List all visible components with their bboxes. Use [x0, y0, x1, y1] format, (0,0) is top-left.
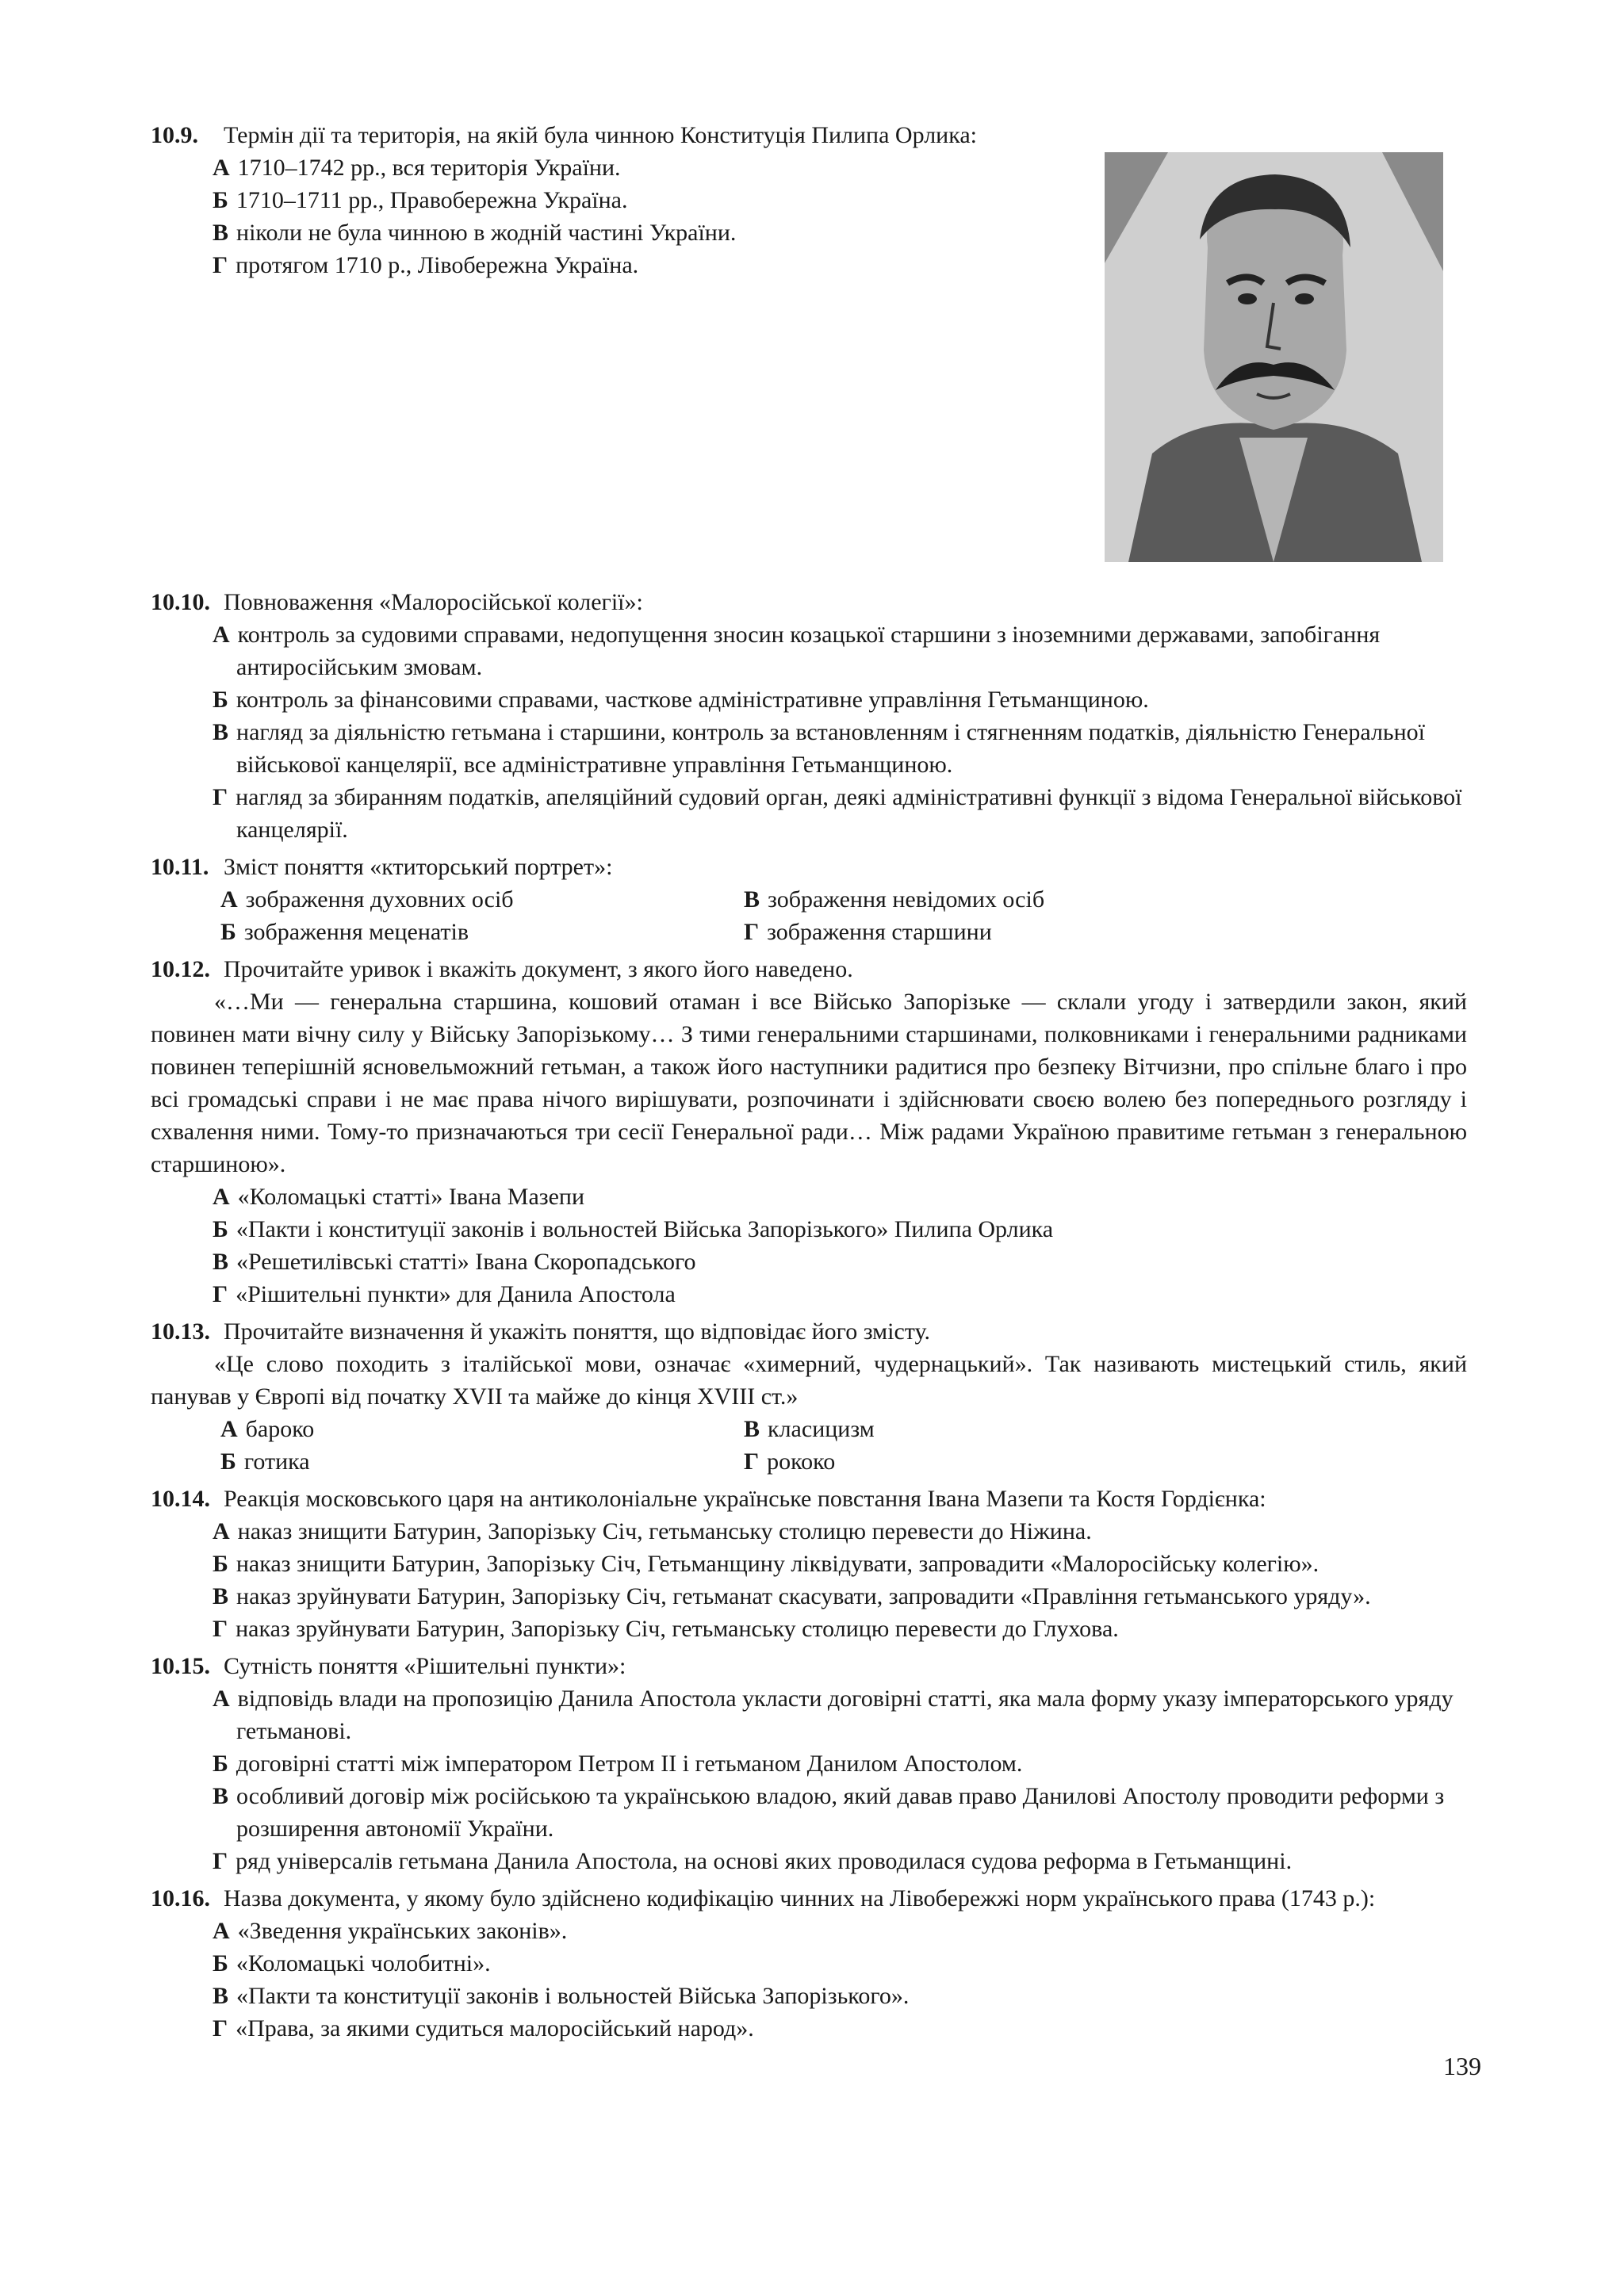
option-text: бароко	[245, 1416, 315, 1442]
question-10-15	[151, 1650, 1467, 1877]
answer-option[interactable]	[151, 781, 1467, 846]
option-text: зображення невідомих осіб	[768, 886, 1045, 913]
answer-option[interactable]	[151, 249, 1063, 281]
question-number: 10.9.	[151, 122, 198, 148]
option-text: «Коломацькі статті» Івана Мазепи	[237, 1184, 585, 1210]
question-number: 10.10.	[151, 589, 210, 615]
question-10-10	[151, 586, 1467, 846]
question-number: 10.15.	[151, 1653, 210, 1679]
question-text: Реакція московського царя на антиколоніальне українське повстання Івана Мазепи та Костя Гордієнка:	[224, 1486, 1266, 1512]
answer-option[interactable]	[151, 1515, 1467, 1548]
answer-option[interactable]	[151, 1181, 1467, 1213]
question-number: 10.11.	[151, 854, 209, 880]
answer-option[interactable]	[151, 1548, 1467, 1580]
question-10-9	[151, 119, 1063, 281]
option-text: ніколи не була чинною в жодній частині України.	[236, 220, 737, 246]
option-text: «Коломацькі чолобитні».	[236, 1950, 491, 1976]
option-text: договірні статті між імператором Петром II і гетьманом Данилом Апостолом.	[236, 1751, 1023, 1777]
answer-option[interactable]	[151, 716, 1467, 781]
question-number: 10.12.	[151, 956, 210, 982]
option-text: контроль за фінансовими справами, часткове адміністративне управління Гетьманщиною.	[236, 687, 1149, 713]
option-text: наказ зруйнувати Батурин, Запорізьку Січ, гетьманську столицю перевести до Глухова.	[236, 1616, 1119, 1642]
option-text: «Зведення українських законів».	[237, 1918, 568, 1944]
question-number: 10.13.	[151, 1318, 210, 1345]
option-letter: Г	[744, 1448, 760, 1475]
answer-option[interactable]	[151, 1278, 1467, 1311]
answer-option[interactable]	[744, 1413, 1267, 1445]
question-10-11	[151, 851, 1467, 948]
option-text: готика	[243, 1448, 310, 1475]
option-letter: А	[220, 1416, 238, 1442]
question-text: Зміст поняття «ктиторський портрет»:	[224, 854, 613, 880]
option-letter: В	[213, 1583, 229, 1609]
option-letter: Г	[213, 784, 228, 810]
option-text: нагляд за збиранням податків, апеляційний судовий орган, деякі адміністративні функції з відома Генеральної військової канцелярії.	[236, 784, 1462, 843]
answer-option[interactable]	[151, 683, 1467, 716]
option-text: зображення духовних осіб	[245, 886, 514, 913]
answer-option[interactable]	[220, 883, 744, 916]
option-letter: Г	[213, 252, 228, 278]
answer-option[interactable]	[151, 1915, 1467, 1947]
option-letter: В	[213, 1983, 229, 2009]
option-letter: Б	[213, 1551, 228, 1577]
question-text: Повноваження «Малоросійської колегії»:	[224, 589, 643, 615]
option-letter: Б	[213, 1216, 228, 1242]
option-letter: А	[213, 1918, 230, 1944]
answer-option[interactable]	[151, 216, 1063, 249]
question-text: Термін дії та територія, на якій була чинною Конституція Пилипа Орлика:	[224, 122, 977, 148]
option-letter: Б	[213, 1950, 228, 1976]
question-text: Прочитайте уривок і вкажіть документ, з якого його наведено.	[224, 956, 853, 982]
option-letter: Б	[213, 187, 228, 213]
answer-option[interactable]	[151, 151, 1063, 184]
portrait-spacer	[151, 286, 1467, 586]
option-text: наказ знищити Батурин, Запорізьку Січ, гетьманську столицю перевести до Ніжина.	[237, 1518, 1092, 1544]
answer-option[interactable]	[151, 1213, 1467, 1246]
answer-option[interactable]	[744, 916, 1267, 948]
answer-option[interactable]	[151, 1980, 1467, 2012]
question-number: 10.16.	[151, 1885, 210, 1911]
answer-option[interactable]	[220, 1445, 744, 1478]
question-text: Прочитайте визначення й укажіть поняття, що відповідає його змісту.	[224, 1318, 930, 1345]
option-letter: В	[744, 1416, 760, 1442]
answer-option[interactable]	[151, 2012, 1467, 2045]
question-10-13	[151, 1315, 1467, 1478]
option-letter: А	[213, 1184, 230, 1210]
option-letter: А	[213, 1686, 230, 1712]
answer-option[interactable]	[151, 1780, 1467, 1845]
option-text: відповідь влади на пропозицію Данила Апостола укласти договірні статті, яка мала форму указу імператорського уряду гетьманові.	[236, 1686, 1454, 1744]
answer-option[interactable]	[220, 916, 744, 948]
option-letter: В	[213, 1783, 229, 1809]
answer-option[interactable]	[220, 1413, 744, 1445]
option-text: «Права, за якими судиться малоросійський народ».	[236, 2015, 754, 2042]
option-text: «Пакти та конституції законів і вольностей Війська Запорізького».	[236, 1983, 910, 2009]
option-letter: Б	[220, 919, 236, 945]
option-letter: А	[213, 622, 230, 648]
option-text: 1710–1742 рр., вся територія України.	[237, 155, 621, 181]
quote-text: «…Ми — генеральна старшина, кошовий отаман і все Військо Запорізьке — склали угоду і затвердили закон, який повинен мати вічну силу у Війську Запорізькому… З тими генеральними старшинами, полковниками і генеральними радниками повинен теперішній ясновельможний гетьман, а також його наступники радитися про безпеку Вітчизни, про спільне благо і про всі громадські справи і не має права нічого вирішувати, розпочинати і здійснювати своєю волею без попереднього розгляду і схвалення ними. Тому-то призначаються три сесії Генеральної ради… Між радами Україною правитиме гетьман з генеральною старшиною».	[151, 989, 1467, 1177]
option-text: «Рішительні пункти» для Данила Апостола	[236, 1281, 676, 1307]
answer-option[interactable]	[151, 1613, 1467, 1645]
answer-option[interactable]	[744, 1445, 1267, 1478]
option-letter: Г	[213, 2015, 228, 2042]
option-text: класицизм	[768, 1416, 875, 1442]
answer-option[interactable]	[151, 1246, 1467, 1278]
option-letter: Б	[213, 687, 228, 713]
option-text: наказ зруйнувати Батурин, Запорізьку Січ, гетьманат скасувати, запровадити «Правління гетьманського уряду».	[236, 1583, 1371, 1609]
questions	[151, 119, 1467, 2049]
option-text: «Решетилівські статті» Івана Скоропадського	[236, 1249, 696, 1275]
option-text: нагляд за діяльністю гетьмана і старшини, контроль за встановленням і стягненням податків, діяльністю Генеральної військової канцелярії, все адміністративне управління Гетьманщиною.	[236, 719, 1425, 778]
answer-option[interactable]	[151, 184, 1063, 216]
question-text: Сутність поняття «Рішительні пункти»:	[224, 1653, 626, 1679]
option-letter: А	[213, 155, 230, 181]
option-letter: В	[213, 719, 229, 745]
answer-option[interactable]	[151, 1845, 1467, 1877]
option-letter: Г	[213, 1616, 228, 1642]
answer-option[interactable]	[151, 1682, 1467, 1747]
answer-option[interactable]	[151, 1580, 1467, 1613]
option-letter: Г	[744, 919, 760, 945]
option-text: наказ знищити Батурин, Запорізьку Січ, Гетьманщину ліквідувати, запровадити «Малоросійську колегію».	[236, 1551, 1320, 1577]
page-number: 139	[1443, 2052, 1481, 2080]
option-text: зображення меценатів	[243, 919, 469, 945]
option-letter: В	[744, 886, 760, 913]
answer-option[interactable]	[151, 1747, 1467, 1780]
option-text: рококо	[767, 1448, 836, 1475]
option-letter: Г	[213, 1281, 228, 1307]
question-number: 10.14.	[151, 1486, 210, 1512]
question-text: Назва документа, у якому було здійснено кодифікацію чинних на Лівобережжі норм українського права (1743 р.):	[224, 1885, 1376, 1911]
option-text: протягом 1710 р., Лівобережна Україна.	[236, 252, 639, 278]
option-letter: А	[220, 886, 238, 913]
option-text: контроль за судовими справами, недопущення зносин козацької старшини з іноземними державами, запобігання антиросійським змовам.	[236, 622, 1381, 680]
question-10-16	[151, 1882, 1467, 2045]
option-letter: Б	[220, 1448, 236, 1475]
option-letter: В	[213, 220, 229, 246]
option-letter: А	[213, 1518, 230, 1544]
option-letter: Г	[213, 1848, 228, 1874]
option-text: зображення старшини	[767, 919, 992, 945]
option-letter: Б	[213, 1751, 228, 1777]
options-grid	[151, 883, 1467, 948]
option-text: 1710–1711 рр., Правобережна Україна.	[236, 187, 628, 213]
option-letter: В	[213, 1249, 229, 1275]
answer-option[interactable]	[744, 883, 1267, 916]
question-10-12	[151, 953, 1467, 1311]
answer-option[interactable]	[151, 618, 1467, 683]
question-10-14	[151, 1483, 1467, 1645]
quote-text: «Це слово походить з італійської мови, означає «химерний, чудернацький». Так називають мистецький стиль, який панував у Європі від початку XVII та майже до кінця XVIII ст.»	[151, 1351, 1467, 1410]
option-text: особливий договір між російською та українською владою, який давав право Данилові Апостолу проводити реформи з розширення автономії України.	[236, 1783, 1445, 1842]
options-grid	[151, 1413, 1467, 1478]
option-text: «Пакти і конституції законів і вольностей Війська Запорізького» Пилипа Орлика	[236, 1216, 1054, 1242]
option-text: ряд універсалів гетьмана Данила Апостола, на основі яких проводилася судова реформа в Гетьманщині.	[236, 1848, 1293, 1874]
answer-option[interactable]	[151, 1947, 1467, 1980]
